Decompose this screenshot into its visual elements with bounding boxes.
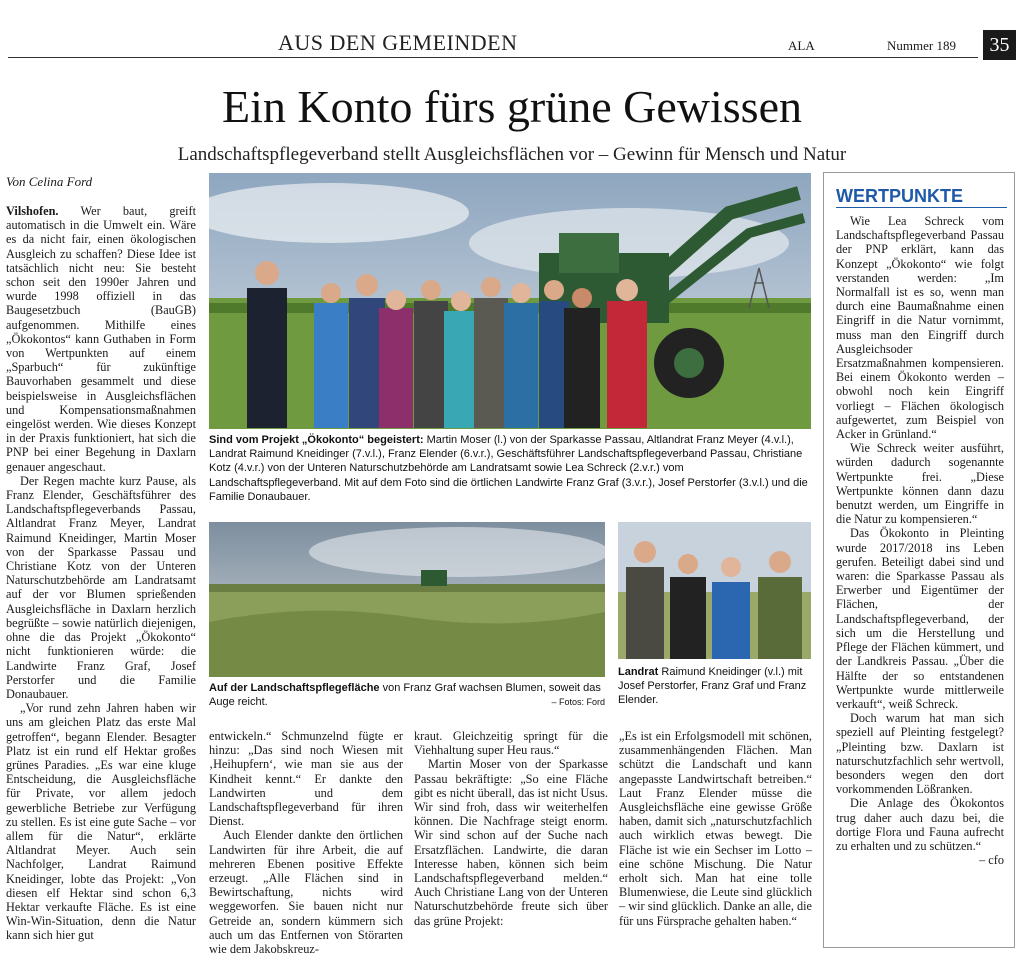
issue-number: Nummer 189 xyxy=(887,38,956,53)
group-photo-caption xyxy=(618,665,813,708)
article-column-2 xyxy=(209,729,403,956)
info-box-title: WERTPUNKTE xyxy=(836,186,963,206)
paragraph: Das Ökokonto in Pleinting wurde 2017/2018 ins Leben gerufen. Beteiligt dabei sind und waren: die Sparkasse Passau als Erwerber und Eigentümer der Flächen, der Landschaftspflegeverband, der sich um die Herstellung und Pflege der Flächen kümmert, und der Landkreis Passau. „Über die Hälfte der so entstandenen Wertpunkte wurde mittlerweile verkauft“, weiß Schreck. xyxy=(836,526,1004,711)
photo-credit: – Fotos: Ford xyxy=(551,697,605,708)
paragraph: Wie Lea Schreck vom Landschaftspflegeverband Passau der PNP erklärt, kann das Konzept „Ökokonto“ wie folgt verstanden werden: „Im Normalfall ist es so, wenn man durch eine Baumaßnahme einen Eingriff in die Natur vornimmt, muss man den Eingriff durch Ausgleichsoder Ersatzmaßnahmen kompensieren. Bei einem Ökokonto werden – obwohl noch kein Eingriff vorliegt – Flächen ökologisch aufgewertet, zum Beispiel von Acker in Grünland.“ xyxy=(836,214,1004,442)
article-column-1 xyxy=(6,204,196,943)
subheadline: Landschaftspflegeverband stellt Ausgleichsflächen vor – Gewinn für Mensch und Natur xyxy=(177,144,847,165)
paragraph: Wie Schreck weiter ausführt, würden dadurch sogenannte Wertpunkte frei. „Diese Wertpunkte können dann dazu benutzt werden, um Eingriffe in die Natur zu kompensieren.“ xyxy=(836,441,1004,527)
paragraph-text: Die Anlage des Ökokontos trug daher auch dazu bei, die dortige Flora und Fauna aufrecht zu erhalten und zu schützen.“ xyxy=(836,796,1004,853)
headline: Ein Konto fürs grüne Gewissen xyxy=(221,81,802,132)
paragraph xyxy=(6,204,196,474)
group-photo-small xyxy=(618,522,811,659)
main-photo-caption xyxy=(209,433,811,504)
field-photo-caption xyxy=(209,681,605,709)
region-label: ALA xyxy=(788,38,815,53)
caption-text: von Franz Graf wachsen Blumen, soweit das Auge reicht. xyxy=(209,682,601,709)
paragraph-text: Wer baut, greift automatisch in die Umwelt ein. Wäre es da nicht fair, einen ökologischen Ausgleich zu schaffen? Diese Idee ist tatsächlich nicht neu: Sie besteht schon seit den 1990er Jahren und wurde 1998 offiziell in das Baugesetzbuch (BauGB) aufgenommen. Mithilfe eines „Ökokontos“ kann Guthaben in Form von Wertpunkten auf einem „Sparbuch“ für zukünftige Bauvorhaben gesammelt und diese beispielsweise in Ausgleichsflächen und Kompensationsmaßnahmen eingelöst werden. Wie dieses Konzept in der Praxis funktioniert, hat sich die PNP bei einer Begehung in Daxlarn genauer angeschaut. xyxy=(6,204,196,474)
paragraph: Der Regen machte kurz Pause, als Franz Elender, Geschäftsführer des Landschaftspflegeverbands Passau, Altlandrat Franz Meyer, Landrat Raimund Kneidinger, Martin Moser von der Sparkasse Passau und Christiane Kotz von der Unteren Naturschutzbehörde am Landratsamt auf der vor Blumen sprießenden Ausgleichsfläche in Daxlarn herzlich begrüßte – sowie natürlich diejenigen, ohne die das Projekt „Ökokonto“ nicht funktionieren würde: die Landwirte Franz Graf, Josef Perstorfer und die Familie Donaubauer. xyxy=(6,473,196,701)
caption-lead: Sind vom Projekt „Ökokonto“ begeistert: xyxy=(209,434,424,446)
paragraph: „Es ist ein Erfolgsmodell mit schönen, zusammenhängenden Flächen. Man schützt die Landschaft und kann angepasste Landwirtschaft betreiben.“ Laut Franz Elender müsse die Ausgleichsfläche eine gewisse Größe haben, damit sich „naturschutzfachlich auch wirklich etwas bewegt. Die Fläche ist wie ein Sechser im Lotto – eine schöne Mischung. Die Natur erholt sich. Man hat eine tolle Blumenwiese, die Leute sind glücklich – wir sind glücklich. Danke an alle, die für uns Fürsprache gehalten haben.“ xyxy=(619,729,812,928)
paragraph: „Vor rund zehn Jahren haben wir uns am gleichen Platz das erste Mal getroffen“, begann Elender. Besagter Platz ist ein rund elf Hektar großes grünes Paradies. „Es war eine kluge Entscheidung, die Ausgleichsfläche für Private, vor allem jedoch gewerbliche Betriebe zur Verfügung zu stellen. Es ist eine gute Sache – vor allem für die Natur“, erklärte Altlandrat Meyer. Auch sein Nachfolger, Landrat Raimund Kneidinger, lobte das Projekt: „Von diesen elf Hektar sind schon 6,3 Hektar verkaufte Fläche. Es ist eine Win-Win-Situation, denn die Natur kann sich hier gut xyxy=(6,701,196,943)
group-photo xyxy=(209,173,811,429)
paragraph: Doch warum hat man sich speziell auf Pleinting festgelegt? „Pleinting bzw. Daxlarn ist naturschutzfachlich sehr wertvoll, besonders wegen den dort vorkommenden Lößranken. xyxy=(836,711,1004,797)
article-column-3 xyxy=(414,729,608,928)
info-box-text xyxy=(836,214,1004,867)
caption-lead: Auf der Landschaftspflegefläche xyxy=(209,682,380,694)
paragraph: Martin Moser von der Sparkasse Passau bekräftigte: „So eine Fläche gibt es nicht überall, das ist nicht Usus. Wir sind froh, dass wir weiterhelfen können. Die Nachfrage steigt enorm. Wir sind schon auf der Suche nach Ersatzflächen. Landwirte, die daran Interesse haben, können sich beim Landschaftspflegeverband melden.“ Auch Christiane Lang von der Unteren Naturschutzbehörde freute sich über das grüne Projekt: xyxy=(414,757,608,928)
paragraph: kraut. Gleichzeitig springt für die Viehhaltung super Heu raus.“ xyxy=(414,729,608,758)
byline: Von Celina Ford xyxy=(6,174,93,189)
header-rule xyxy=(8,57,978,58)
dateline: Vilshofen. xyxy=(6,204,59,218)
page-number: 35 xyxy=(983,30,1016,60)
author-signature: – cfo xyxy=(979,853,1004,868)
paragraph: Auch Elender dankte den örtlichen Landwirten für ihre Arbeit, die auf mehreren Ebenen positive Effekte erzeugt. „Alle Flächen sind in Bewirtschaftung, nichts wird weggeworfen. Sie bauen nicht nur Getreide an, sondern kümmern sich auch um das Entfernen von Störarten wie dem Jakobskreuz- xyxy=(209,828,403,957)
caption-lead: Landrat xyxy=(618,666,659,678)
info-box-rule xyxy=(836,207,1007,208)
paragraph xyxy=(836,796,1004,868)
paragraph: entwickeln.“ Schmunzelnd fügte er hinzu: „Das sind noch Wiesen mit ‚Heihupfern‘, wie man sie aus der Kindheit kennt.“ Er dankte den Landwirten und dem Landschaftspflegeverband für ihren Dienst. xyxy=(209,729,403,829)
article-column-4 xyxy=(619,729,812,928)
section-title: AUS DEN GEMEINDEN xyxy=(278,30,518,55)
field-photo xyxy=(209,522,605,677)
caption-text: Raimund Kneidinger (v.l.) mit Josef Perstorfer, Franz Graf und Franz Elender. xyxy=(618,666,807,707)
caption-text: Martin Moser (l.) von der Sparkasse Passau, Altlandrat Franz Meyer (4.v.l.), Landrat Raimund Kneidinger (7.v.l.), Franz Elender (6.v.r.), Geschäftsführer Landschaftspflegeverband Passau, Christiane Kotz (4.v.r.) von der Unteren Naturschutzbehörde am Landratsamt sowie Lea Schreck (2.v.r.) vom Landschaftspflegeverband. Mit auf dem Foto sind die örtlichen Landwirte Franz Graf (3.v.r.), Josef Perstorfer (3.v.l.) und die Familie Donaubauer. xyxy=(209,434,808,503)
